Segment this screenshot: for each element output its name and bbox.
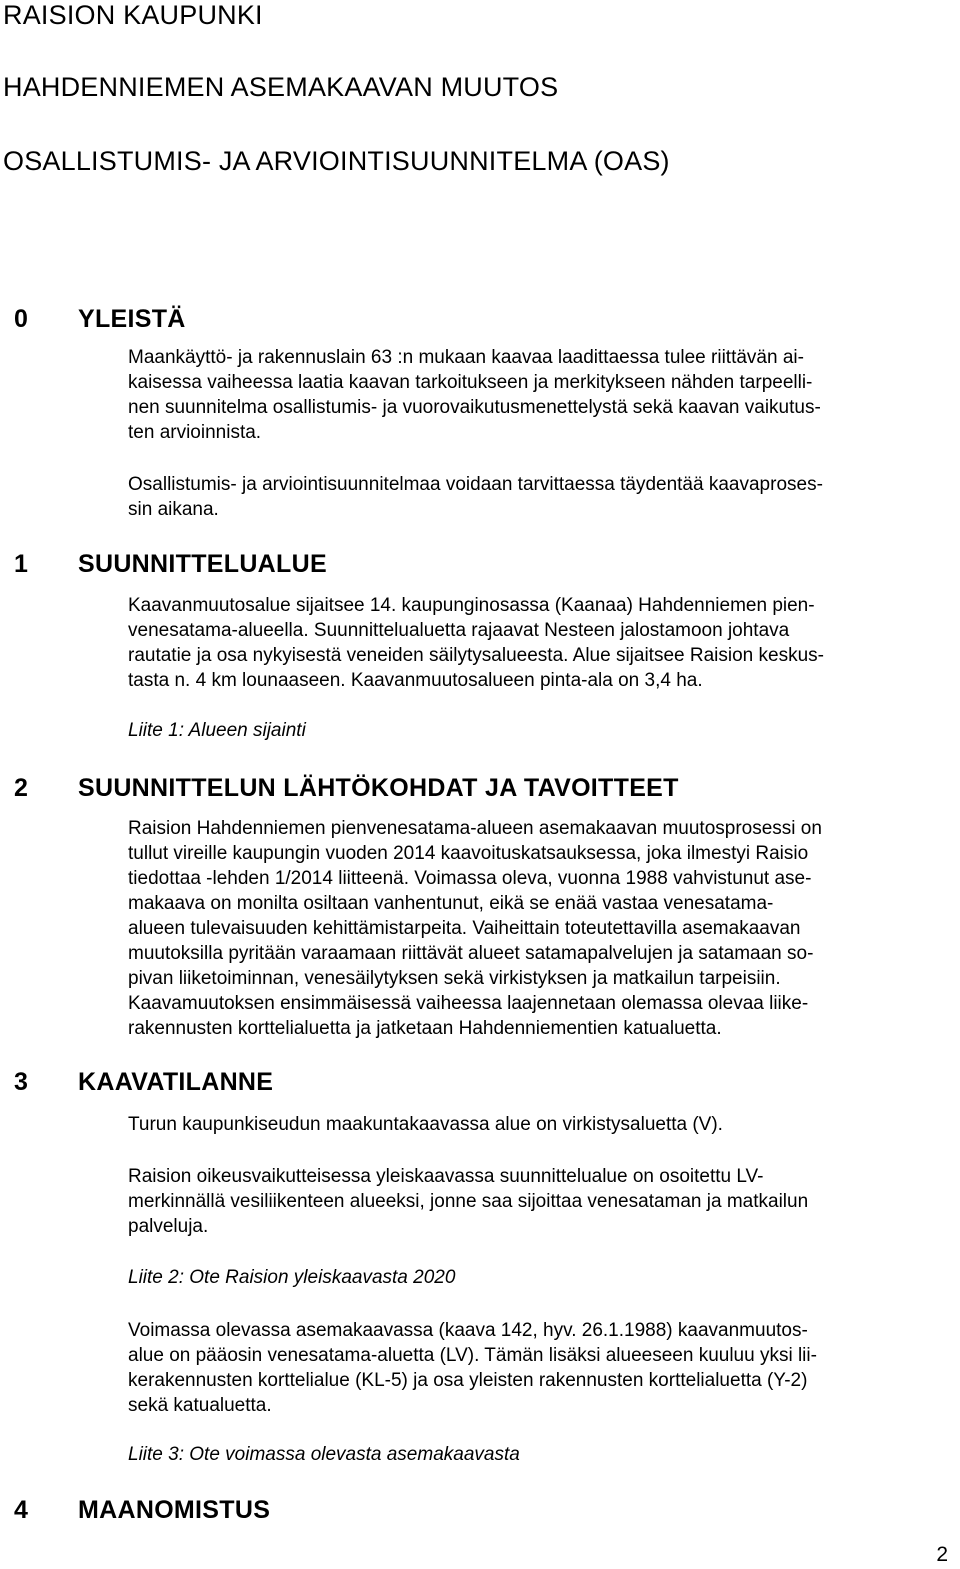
page-number: 2 (936, 1543, 948, 1566)
text-line: merkinnällä vesiliikenteen alueeksi, jonne saa sijoittaa venesataman ja matkailun (128, 1191, 809, 1212)
section-heading: SUUNNITTELUN LÄHTÖKOHDAT JA TAVOITTEET (78, 774, 679, 802)
text-line: kaisessa vaiheessa laatia kaavan tarkoitukseen ja merkitykseen nähden tarpeelli- (128, 372, 813, 393)
appendix-reference: Liite 2: Ote Raision yleiskaavasta 2020 (128, 1267, 456, 1288)
text-line: tiedottaa -lehden 1/2014 liitteenä. Voimassa oleva, vuonna 1988 vahvistunut ase- (128, 868, 812, 889)
project-title: HAHDENNIEMEN ASEMAKAAVAN MUUTOS (3, 72, 559, 102)
appendix-reference: Liite 1: Alueen sijainti (128, 720, 306, 741)
section-number: 2 (14, 774, 28, 802)
section-number: 4 (14, 1496, 28, 1524)
text-line: ten arvioinnista. (128, 422, 262, 443)
document-type-title: OSALLISTUMIS- JA ARVIOINTISUUNNITELMA (OAS) (3, 146, 670, 176)
text-line: rakennusten korttelialuetta ja jatketaan Hahdenniementien katualuetta. (128, 1018, 722, 1039)
text-line: Kaavanmuutosalue sijaitsee 14. kaupunginosassa (Kaanaa) Hahdenniemen pien- (128, 595, 815, 616)
text-line: palveluja. (128, 1216, 209, 1237)
section-heading: SUUNNITTELUALUE (78, 550, 327, 578)
text-line: Osallistumis- ja arviointisuunnitelmaa voidaan tarvittaessa täydentää kaavaproses- (128, 474, 823, 495)
text-line: muutoksilla pyritään varaamaan riittävät alueet satamapalvelujen ja satamaan so- (128, 943, 814, 964)
text-line: rautatie ja osa nykyisestä veneiden säilytysalueesta. Alue sijaitsee Raision keskus- (128, 645, 824, 666)
text-line: Raision oikeusvaikutteisessa yleiskaavassa suunnittelualue on osoitettu LV- (128, 1166, 764, 1187)
text-line: alueen tulevaisuuden kehittämistarpeita. Vaiheittain toteutettavilla asemakaavan (128, 918, 801, 939)
text-line: Maankäyttö- ja rakennuslain 63 :n mukaan kaavaa laadittaessa tulee riittävän ai- (128, 347, 804, 368)
text-line: tullut vireille kaupungin vuoden 2014 kaavoituskatsauksessa, joka ilmestyi Raisio (128, 843, 809, 864)
text-line: Turun kaupunkiseudun maakuntakaavassa alue on virkistysaluetta (V). (128, 1114, 723, 1135)
text-line: alue on pääosin venesatama-aluetta (LV). Tämän lisäksi alueeseen kuuluu yksi lii- (128, 1345, 817, 1366)
text-line: sekä katualuetta. (128, 1395, 272, 1416)
text-line: Voimassa olevassa asemakaavassa (kaava 142, hyv. 26.1.1988) kaavanmuutos- (128, 1320, 808, 1341)
section-heading: MAANOMISTUS (78, 1496, 271, 1524)
section-number: 0 (14, 305, 28, 333)
text-line: makaava on monilta osiltaan vanhentunut, eikä se enää vastaa venesatama- (128, 893, 774, 914)
text-line: Raision Hahdenniemen pienvenesatama-alueen asemakaavan muutosprosessi on (128, 818, 822, 839)
text-line: venesatama-alueella. Suunnittelualuetta rajaavat Nesteen jalostamoon johtava (128, 620, 790, 641)
section-heading: YLEISTÄ (78, 305, 186, 333)
section-heading: KAAVATILANNE (78, 1068, 274, 1096)
section-number: 1 (14, 550, 28, 578)
text-line: pivan liiketoiminnan, venesäilytyksen sekä virkistyksen ja matkailun tarpeisiin. (128, 968, 781, 989)
text-line: kerakennusten korttelialue (KL-5) ja osa yleisten rakennusten korttelialuetta (Y-2) (128, 1370, 808, 1391)
text-line: Kaavamuutoksen ensimmäisessä vaiheessa laajennetaan olemassa olevaa liike- (128, 993, 809, 1014)
city-title: RAISION KAUPUNKI (3, 0, 263, 30)
text-line: sin aikana. (128, 499, 219, 520)
text-line: tasta n. 4 km lounaaseen. Kaavanmuutosalueen pinta-ala on 3,4 ha. (128, 670, 703, 691)
appendix-reference: Liite 3: Ote voimassa olevasta asemakaavasta (128, 1444, 520, 1465)
section-number: 3 (14, 1068, 28, 1096)
text-line: nen suunnitelma osallistumis- ja vuorovaikutusmenettelystä sekä kaavan vaikutus- (128, 397, 821, 418)
